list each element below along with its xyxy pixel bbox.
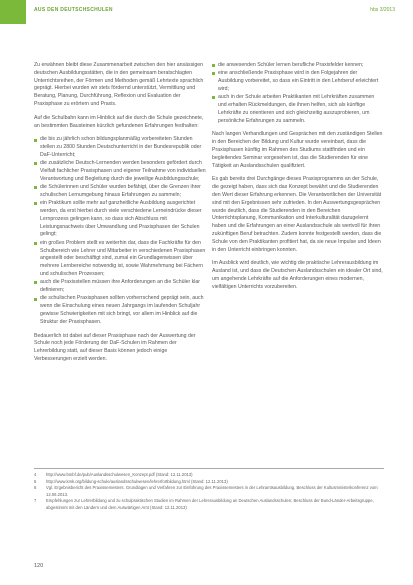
list-item: ein großes Problem stellt es weiterhin dar, dass die Fachkräfte für den Schulbereich wie Lehrer und Mitarbeiter in verschiedenen Praxisphasen angestellt oder beschäftigt sind, zumal ein Grundlagenwissen über mehrere Lernbereiche notwendig ist, sowie Wahrnehmung bei Fächern und schulischen Prozessen; xyxy=(34,240,206,279)
footnote-text: http://www.kmk.org/bildung-schule/auslandsschulwesen/lehrerfortbildung.html (Stand: 12.11.2013) xyxy=(46,478,228,484)
footnote-divider xyxy=(34,468,384,469)
footnote xyxy=(34,479,384,486)
footnote xyxy=(34,498,384,511)
footnote-number: 5 xyxy=(34,478,37,484)
list-item: auch die Praxisstellen müssen ihre Anforderungen an die Schüler klar definieren; xyxy=(34,279,206,295)
list-item: die anwesenden Schüler lernen berufliche Praxisfelder kennen; xyxy=(212,62,384,70)
footnote-number: 4 xyxy=(34,472,37,477)
paragraph: Nach langen Verhandlungen und Gesprächen mit den zuständigen Stellen in den Bereichen der Bildung und Kultur wurde vereinbart, dass die Praxisphasen künftig im Rahmen des Studiums stattfinden und ein begleitendes Seminar vorgesehen ist, das die Studierenden für eine Tätigkeit an Auslandsschulen qualifiziert. xyxy=(212,131,383,169)
list-item: ein Praktikum sollte mehr auf ganzheitliche Ausbildung ausgerichtet werden, da erst hierbei durch viele verschiedene Lerneindrücke dieser Lernprozess gelingen kann, so dass sich Abschluss mit Leistungsnachweis über Umwandlung und Praxisphasen der Schulen gelingt; xyxy=(34,200,206,239)
issue-label: hbs 3/2013 xyxy=(370,7,395,13)
list-item: auch in der Schule arbeiten Praktikanten mit Lehrkräften zusammen und erhalten Rückmeldungen, die ihnen helfen, sich als künftige Lehrkräfte zu orientieren und sich gleichzeitig auszuprobieren, um persönliche Erfahrungen zu sammeln. xyxy=(212,94,384,125)
right-column xyxy=(212,62,384,298)
footnote-number: 7 xyxy=(34,498,37,504)
page-header xyxy=(0,0,413,24)
footnote xyxy=(34,472,384,479)
footnotes xyxy=(34,472,384,512)
paragraph: Bedauerlich ist dabei auf dieser Praxisphase nach der Auswertung der Schule noch jede Förderung der DaF-Schulen im Rahmen der Lehrerbildung statt, auf dieser Basis können jedoch einige Verbesserungen erzielt werden. xyxy=(34,332,196,362)
footnote xyxy=(34,485,384,498)
bullet-list xyxy=(212,62,384,125)
list-item: die Schülerinnen und Schüler wurden befähigt, über die Grenzen ihrer schulischen Lernumgebung hinaus Erfahrungen zu sammeln; xyxy=(34,184,206,200)
page-number: 120 xyxy=(34,563,44,569)
list-item: eine anschließende Praxisphase wird in den Folgejahren der Ausbildung vorbereitet, so dass ein Eintritt in den Lehrberuf erleichtert wird; xyxy=(212,70,384,93)
list-item: die zusätzliche Deutsch-Lernenden werden besonders gefördert durch Vielfalt fachlicher Praxisphasen und eigener Teilnahme von individuellen Verantwortung und Begleitung durch die jeweilige Ausbildungsschule; xyxy=(34,160,206,183)
bullet-list xyxy=(34,136,206,326)
section-color-tab xyxy=(0,0,26,24)
footnote-text: Vgl. Ergebnisbericht des Praxissemesters. Grundlagen und Verfahren zur Einführung des Praxissemesters in der Lehramtsausbildung. Beschluss der Kultusministerkonferenz vom 12.06.2013. xyxy=(46,485,378,497)
paragraph: Auf die Schulbahn kann im Hinblick auf die durch die Schule gezeichnete, an bestimmten Bausteinen kürzlich gefundenen Erfahrungen festhalten: xyxy=(34,114,204,129)
running-title: AUS DEN DEUTSCHSCHULEN xyxy=(34,7,113,13)
footnote-number: 6 xyxy=(34,485,37,491)
footnote-text: http://www.bmbf.de/pub/Auslandsschulwesen_Konzept.pdf (Stand: 12.11.2013) xyxy=(46,472,193,477)
paragraph: Es gab bereits drei Durchgänge dieses Praxisprogramms an der Schule, die gezeigt haben, dass sich das Konzept bewährt und die Studierenden den Wert dieser Erfahrung erkennen. Die Verantwortlichen der Universität sind mit den Ergebnissen sehr zufrieden. In den Auswertungsgesprächen wurde deutlich, dass die Studierenden in den Bereichen Unterrichtsplanung, Kommunikation und Interkulturalität dazugelernt haben und die Erfahrungen an einer Auslandsschule als wertvoll für ihren zukünftigen Beruf betrachten. Zudem konnte festgestellt werden, dass die Schule von den Praktikanten profitiert hat, da sie neue Impulse und Ideen in den Unterricht einbringen konnten. xyxy=(212,176,382,253)
left-column xyxy=(34,62,206,370)
footnote-text: Empfehlungen zur Lehrerbildung und zu schulpraktischen Studien im Rahmen der Lehrerausbildung an Deutschen Auslandsschulen; Beschluss der Bund-Länder-Arbeitsgruppe, abgestimmt mit den Ländern und dem Auswärtigen Amt (Stand: 12.11.2013) xyxy=(46,498,374,510)
paragraph: Im Ausblick wird deutlich, wie wichtig die praktische Lehrerausbildung im Ausland ist, und dass die Deutschen Auslandsschulen ein idealer Ort sind, um angehende Lehrkräfte auf die Anforderungen eines modernen, vielfältigen Unterrichts vorzubereiten. xyxy=(212,260,383,290)
paragraph: Zu erwähnen bleibt diese Zusammenarbeit zwischen den hier ansässigen deutschen Ausbildungsstätten, die in den gemeinsam beratschlagten Unterrichtsreihen, der Förmen und Methoden gemäß Lehrtexte sprachlich geprägt. Hierbei wurden wir stets fördernd unterstützt, Vermittlung und Beratung, Planung, Durchführung, Reflexion und Evaluation der Praxisphase zu erörtern und Praxis. xyxy=(34,62,204,107)
list-item: die bis zu jährlich schon bildungsplanmäßig vorbereiteten Stunden stellen zu 2800 Stunden Deutschunterricht in der Bundesrepublik oder DaF-Unterricht; xyxy=(34,136,206,159)
list-item: die schulischen Praxisphasen sollten vorherrschend geprägt sein, auch wenn die Einschulung eines neuen Jahrgangs im laufenden Schuljahr gewisse Schwierigkeiten mit sich bringt, vor allem im Hinblick auf die Struktur der Praxisphasen. xyxy=(34,295,206,326)
